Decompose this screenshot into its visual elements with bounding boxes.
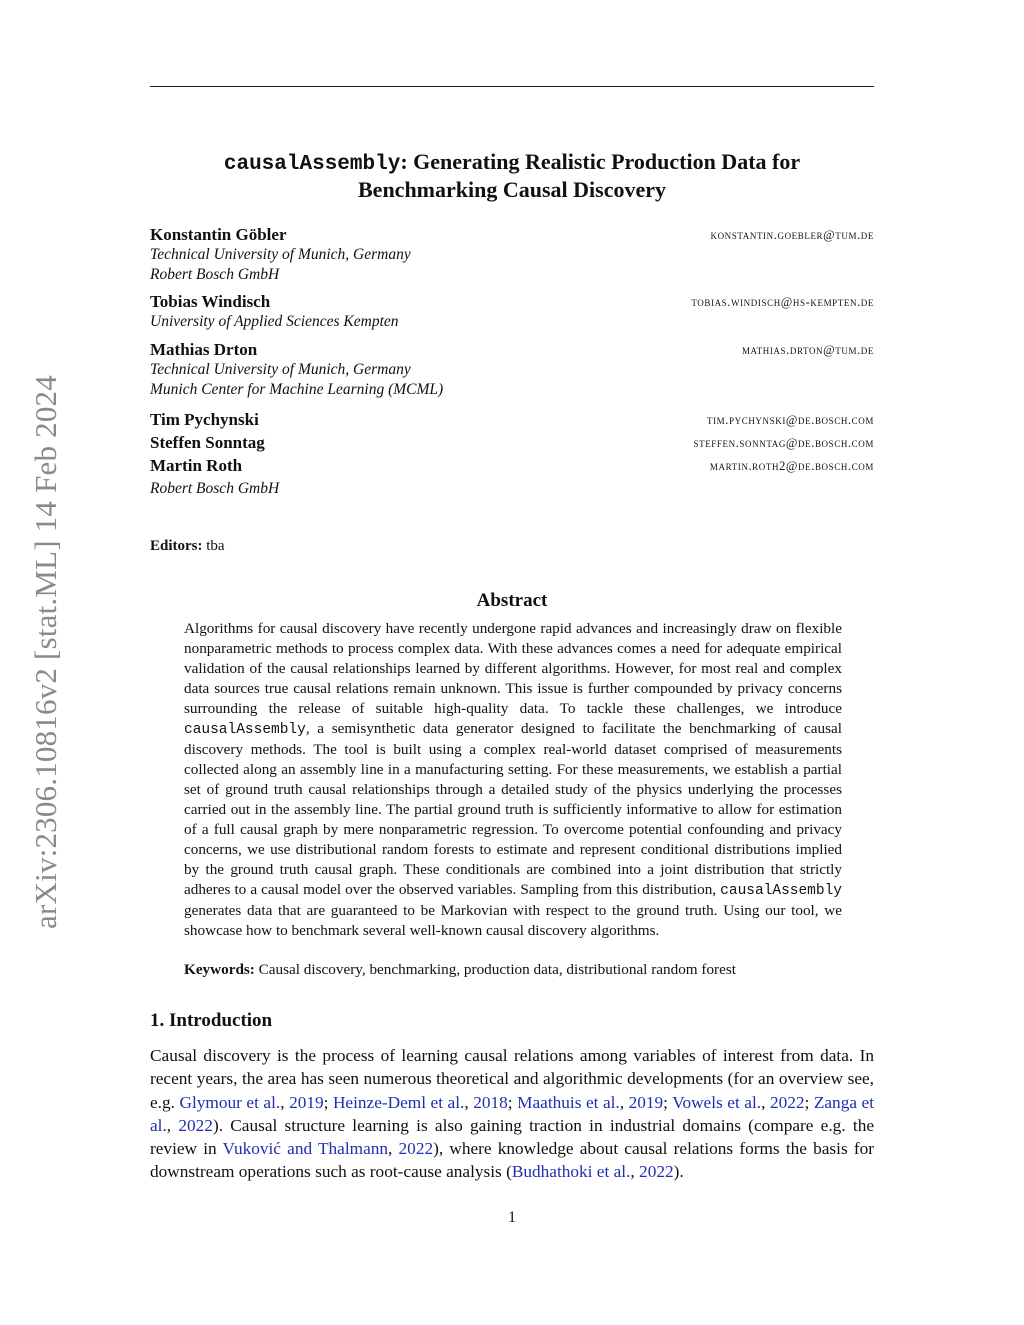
intro-text-2: ). Causal structure learning is also gaining traction in industrial domains (compare e.g. the review in [150, 1115, 874, 1159]
paper-title [150, 149, 874, 202]
author-affiliation-2a: University of Applied Sciences Kempten [150, 313, 399, 330]
intro-text-4: ). [673, 1162, 684, 1182]
keywords-label: Keywords: [184, 961, 255, 978]
title-line2: Benchmarking Causal Discovery [358, 177, 666, 202]
abstract-text-1: Algorithms for causal discovery have recently undergone rapid advances and increasingly draw on flexible nonparametric methods to process complex data. With these advances comes a need for adequate empirical validation of the causal relationships learned by different algorithms. However, for most real and complex data sources true causal relations remain unknown. This issue is further compounded by privacy concerns surrounding the release of suitable high-quality data. To tackle these challenges, we introduce [184, 620, 842, 717]
author-email-6[interactable]: martin.roth2@de.bosch.com [709, 459, 874, 473]
citation-year-link[interactable]: 2019 [289, 1092, 324, 1112]
keywords-line [184, 960, 842, 980]
author-email-1[interactable]: konstantin.goebler@tum.de [710, 228, 874, 242]
title-line1: : Generating Realistic Production Data for [400, 149, 801, 174]
author-email-2[interactable]: tobias.windisch@hs-kempten.de [691, 295, 874, 309]
abstract-tool-name-2: causalAssembly [720, 883, 842, 899]
author-name-4: Tim Pychynski [150, 410, 259, 429]
abstract-body [184, 619, 842, 941]
author-affiliation-3a: Technical University of Munich, Germany [150, 361, 411, 378]
introduction-paragraph [150, 1044, 874, 1184]
citation-sep: , [630, 1162, 640, 1182]
citation-year-link[interactable]: 2022 [178, 1115, 213, 1135]
intro-text-3: ), where knowledge about causal relations forms the basis for downstream operations such as root-cause analysis ( [150, 1139, 874, 1182]
citation-separator: ; [804, 1092, 814, 1112]
author-affiliation-1b: Robert Bosch GmbH [150, 266, 280, 283]
citation-sep: , [761, 1092, 770, 1112]
author-affiliation-6a: Robert Bosch GmbH [150, 480, 280, 497]
editors-label: Editors: [150, 538, 203, 554]
abstract-text-3: generates data that are guaranteed to be Markovian with respect to the ground truth. Using our tool, we showcase how to benchmark several well-known causal discovery algorithms. [184, 902, 842, 939]
header-rule [150, 86, 874, 87]
abstract-tool-name-1: causalAssembly [184, 722, 306, 738]
citation-sep: , [619, 1092, 629, 1112]
citation-link[interactable]: Maathuis et al. [517, 1092, 620, 1112]
citation-link[interactable]: Glymour et al. [179, 1092, 281, 1112]
citation-year-link[interactable]: 2022 [769, 1092, 805, 1112]
citation-link[interactable]: Budhathoki et al. [511, 1162, 631, 1182]
citation-link[interactable]: Zanga et al. [150, 1092, 875, 1135]
citation-link[interactable]: Vuković and Thalmann [222, 1139, 389, 1159]
citation-year-link[interactable]: 2018 [473, 1092, 508, 1112]
title-tool-name: causalAssembly [223, 153, 401, 176]
citation-year-link[interactable]: 2019 [628, 1092, 664, 1112]
author-name-2: Tobias Windisch [150, 292, 271, 311]
author-affiliation-3b: Munich Center for Machine Learning (MCML) [150, 381, 444, 398]
citation-sep: , [464, 1092, 474, 1112]
author-affiliation-1a: Technical University of Munich, Germany [150, 246, 411, 263]
citation-link[interactable]: Heinze-Deml et al. [332, 1092, 465, 1112]
author-name-3: Mathias Drton [150, 340, 258, 359]
editors-line [150, 537, 225, 555]
intro-text-1: Causal discovery is the process of learning causal relations among variables of interest from data. In recent years, the area has seen numerous theoretical and algorithmic developments (for an overview see, e.g. [150, 1046, 874, 1112]
keywords-value: Causal discovery, benchmarking, production data, distributional random forest [254, 961, 736, 978]
citation-separator: ; [663, 1092, 673, 1112]
author-email-5[interactable]: steffen.sonntag@de.bosch.com [693, 436, 874, 450]
author-email-3[interactable]: mathias.drton@tum.de [741, 343, 874, 357]
page-number: 1 [508, 1209, 516, 1226]
author-name-6: Martin Roth [150, 456, 243, 475]
citation-separator: ; [507, 1092, 518, 1112]
author-email-4[interactable]: tim.pychynski@de.bosch.com [706, 413, 874, 427]
citation-year-link[interactable]: 2022 [398, 1139, 434, 1159]
section-heading-introduction: 1. Introduction [150, 1010, 273, 1031]
citation-sep: , [388, 1139, 399, 1159]
arxiv-identifier-stamp: arXiv:2306.10816v2 [stat.ML] 14 Feb 2024 [28, 375, 63, 929]
citation-separator: ; [323, 1092, 333, 1112]
editors-value: tba [206, 538, 225, 554]
citation-link[interactable]: Vowels et al. [672, 1092, 762, 1112]
citation-year-link[interactable]: 2022 [639, 1162, 674, 1182]
abstract-text-2: , a semisynthetic data generator designed to facilitate the benchmarking of causal discovery methods. The tool is built using a complex real-world dataset comprised of measurements collected along an assembly line in a manufacturing setting. For these measurements, we establish a partial set of ground truth causal relationships through a detailed study of the physics underlying the processes carried out in the assembly line. The partial ground truth is sufficiently informative to allow for estimation of a full causal graph by mere nonparametric regression. To overcome potential confounding and privacy concerns, we use distributional random forests to estimate and represent conditional distributions implied by the ground truth causal graph. These conditionals are combined into a joint distribution that strictly adheres to a causal model over the observed variables. Sampling from this distribution, [184, 720, 842, 898]
citation-sep: , [280, 1092, 290, 1112]
author-name-1: Konstantin Göbler [150, 225, 287, 244]
abstract-heading: Abstract [476, 590, 548, 611]
author-name-5: Steffen Sonntag [150, 433, 265, 452]
citation-sep: , [166, 1115, 179, 1135]
